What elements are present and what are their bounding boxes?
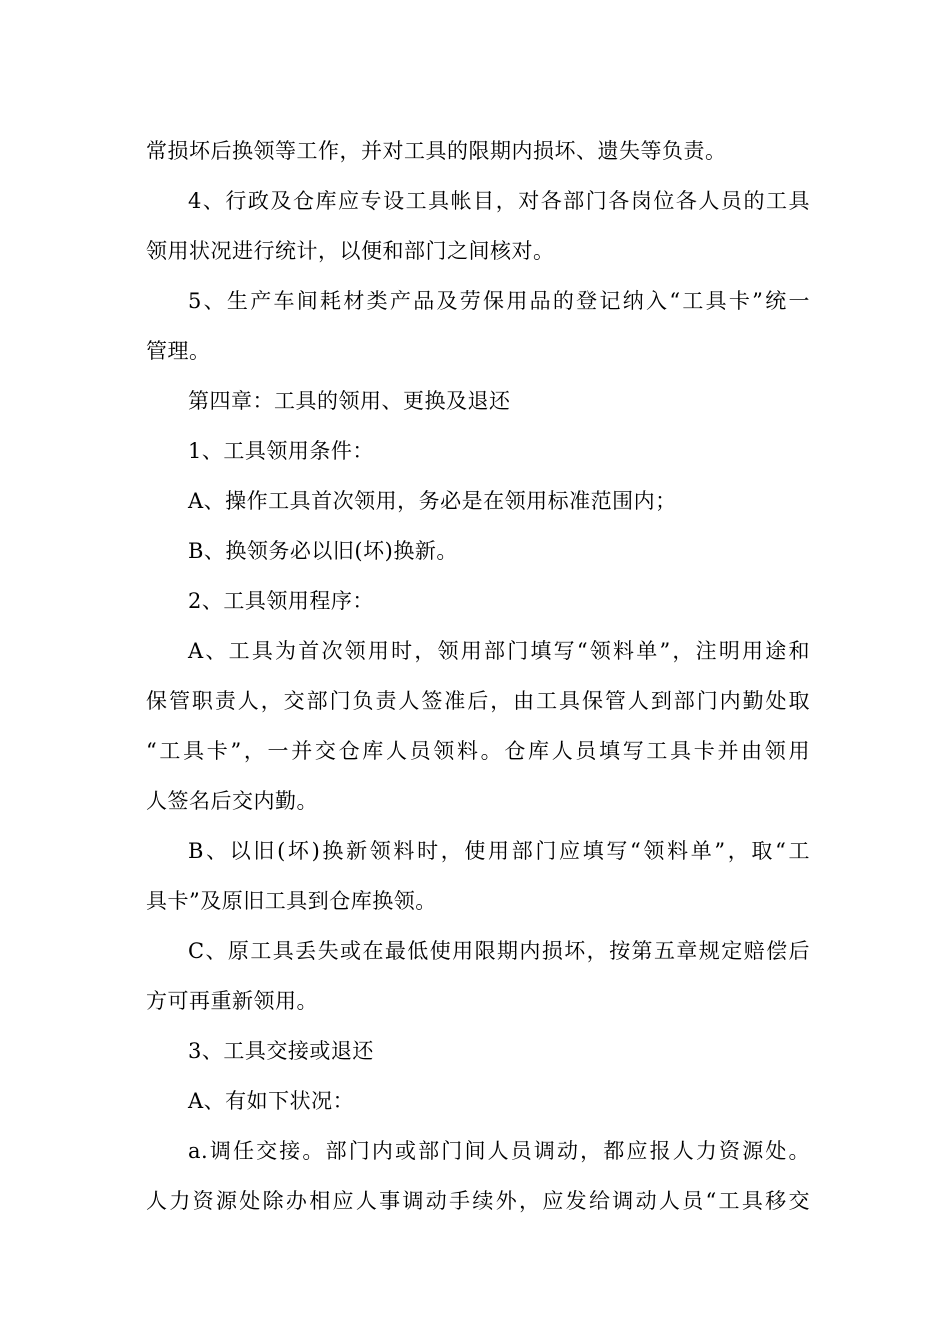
text-line: 人签名后交内勤。 bbox=[146, 789, 318, 813]
text-line: B、以旧(坏)换新领料时，使用部门应填写“领料单”，取“工 bbox=[188, 839, 810, 863]
text-line: A、工具为首次领用时，领用部门填写“领料单”，注明用途和 bbox=[188, 639, 810, 663]
text-line: 5、生产车间耗材类产品及劳保用品的登记纳入“工具卡”统一 bbox=[188, 289, 810, 313]
text-line: A、操作工具首次领用，务必是在领用标准范围内； bbox=[188, 489, 677, 513]
text-line: C、原工具丢失或在最低使用限期内损坏，按第五章规定赔偿后 bbox=[188, 939, 810, 963]
text-line: 3、工具交接或退还 bbox=[188, 1039, 374, 1063]
text-line: 管理。 bbox=[146, 339, 211, 363]
text-line: a.调任交接。部门内或部门间人员调动，都应报人力资源处。 bbox=[188, 1139, 810, 1163]
text-line: 1、工具领用条件： bbox=[188, 439, 374, 463]
text-line: B、换领务必以旧(坏)换新。 bbox=[188, 539, 458, 563]
text-line: 方可再重新领用。 bbox=[146, 989, 318, 1013]
text-line: “工具卡”，一并交仓库人员领料。仓库人员填写工具卡并由领用 bbox=[146, 739, 810, 763]
text-line: 2、工具领用程序： bbox=[188, 589, 374, 613]
chapter-heading: 第四章：工具的领用、更换及退还 bbox=[188, 389, 511, 413]
text-line: 具卡”及原旧工具到仓库换领。 bbox=[146, 889, 437, 913]
text-line: A、有如下状况： bbox=[188, 1089, 355, 1113]
document-body bbox=[146, 126, 810, 1226]
text-line: 领用状况进行统计，以便和部门之间核对。 bbox=[146, 239, 555, 263]
text-line: 人力资源处除办相应人事调动手续外，应发给调动人员“工具移交 bbox=[146, 1189, 810, 1213]
text-line: 常损坏后换领等工作，并对工具的限期内损坏、遗失等负责。 bbox=[146, 139, 727, 163]
text-line: 4、行政及仓库应专设工具帐目，对各部门各岗位各人员的工具 bbox=[188, 189, 810, 213]
text-line: 保管职责人，交部门负责人签准后，由工具保管人到部门内勤处取 bbox=[146, 689, 810, 713]
